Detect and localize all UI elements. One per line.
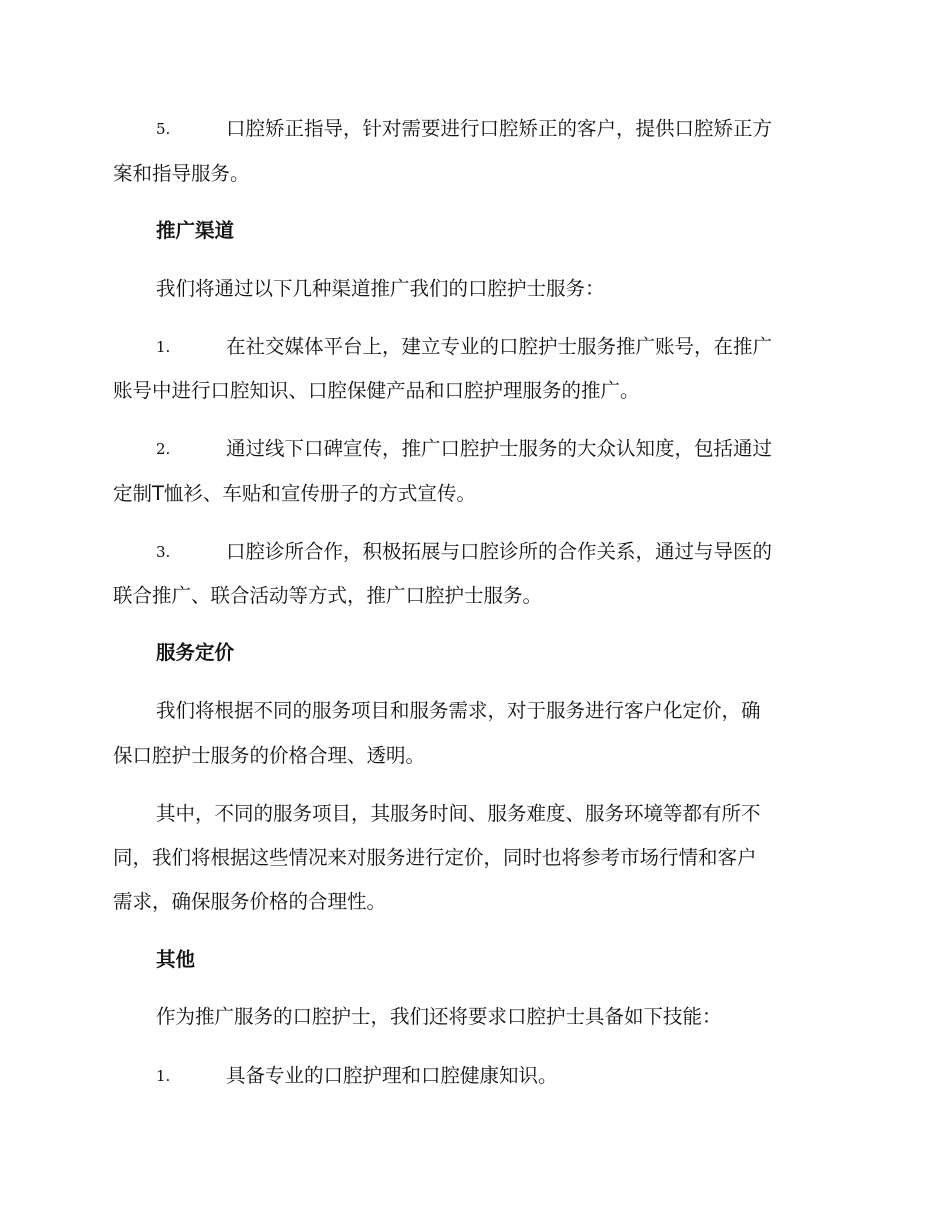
section-heading-pricing: 服务定价 xyxy=(156,641,235,664)
list-item-text: 账号中进行口腔知识、口腔保健产品和口腔护理服务的推广。 xyxy=(113,379,640,402)
paragraph-line: 需求，确保服务价格的合理性。 xyxy=(113,890,387,913)
list-item-text: 定制T恤衫、车贴和宣传册子的方式宣传。 xyxy=(113,482,476,505)
paragraph: 作为推广服务的口腔护士，我们还将要求口腔护士具备如下技能： xyxy=(156,1005,722,1028)
paragraph: 我们将通过以下几种渠道推广我们的口腔护士服务： xyxy=(156,277,605,300)
list-number: 1. xyxy=(156,1067,171,1085)
paragraph-line: 保口腔护士服务的价格合理、透明。 xyxy=(113,744,426,767)
section-heading-other: 其他 xyxy=(156,948,196,971)
list-item-text: 通过线下口碑宣传，推广口腔护士服务的大众认知度，包括通过 xyxy=(226,437,773,460)
paragraph-line: 同，我们将根据这些情况来对服务进行定价，同时也将参考市场行情和客户 xyxy=(113,846,757,869)
list-number: 1. xyxy=(156,338,171,356)
list-number: 3. xyxy=(156,543,171,561)
list-number: 5. xyxy=(156,120,171,138)
list-item-text: 联合推广、联合活动等方式，推广口腔护士服务。 xyxy=(113,584,543,607)
list-item-text: 在社交媒体平台上，建立专业的口腔护士服务推广账号，在推广 xyxy=(226,335,773,358)
paragraph-line: 我们将根据不同的服务项目和服务需求，对于服务进行客户化定价，确 xyxy=(156,699,761,722)
list-item-text: 案和指导服务。 xyxy=(113,162,250,185)
section-heading-channels: 推广渠道 xyxy=(156,219,235,242)
list-item-text: 口腔矫正指导，针对需要进行口腔矫正的客户，提供口腔矫正方 xyxy=(226,117,773,140)
paragraph-line: 其中，不同的服务项目，其服务时间、服务难度、服务环境等都有所不 xyxy=(156,802,761,825)
list-item-text: 口腔诊所合作，积极拓展与口腔诊所的合作关系，通过与导医的 xyxy=(226,540,773,563)
list-item-text: 具备专业的口腔护理和口腔健康知识。 xyxy=(226,1064,558,1087)
list-number: 2. xyxy=(156,440,171,458)
